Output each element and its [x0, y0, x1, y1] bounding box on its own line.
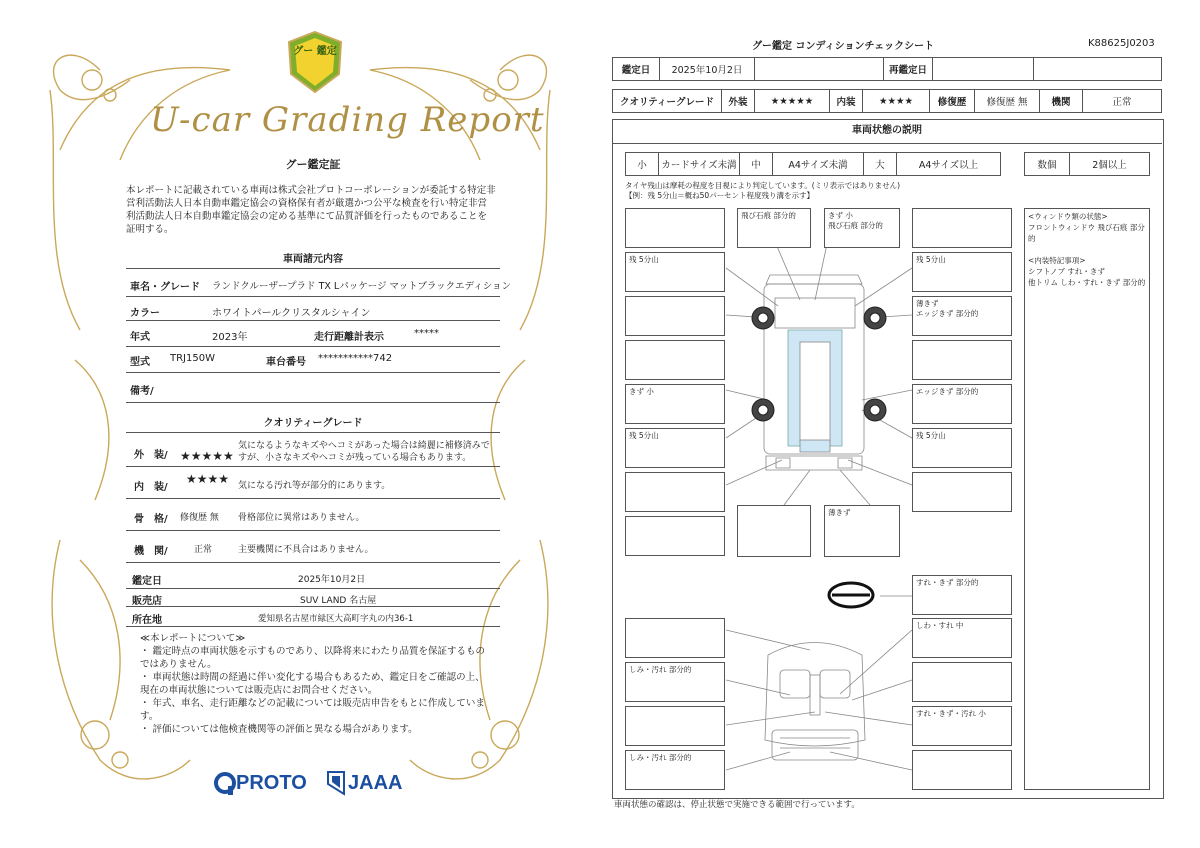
repair-value: 修復歴 無 — [975, 90, 1040, 113]
interior-label: 内 装/ — [134, 482, 168, 493]
sheet-code: K88625J0203 — [1088, 38, 1155, 49]
quality-label: クオリティーグレード — [613, 90, 722, 113]
condition-box: すれ・きず 部分的 — [912, 575, 1012, 615]
note-3: ・ 年式、車名、走行距離などの記載については販売店申告をもとに作成しています。 — [140, 698, 485, 722]
condition-box — [737, 505, 811, 557]
year-label: 年式 — [130, 332, 150, 343]
condition-box — [912, 340, 1012, 380]
year-value: 2023年 — [212, 332, 248, 343]
condition-box — [625, 516, 725, 556]
color-label: カラー — [130, 308, 160, 319]
date-label: 鑑定日 — [613, 58, 660, 81]
sheet-footer: 車両状態の確認は、停止状態で実施できる範囲で行っています。 — [614, 800, 860, 810]
certificate-intro: 本レポートに記載されている車両は株式会社プロトコーポレーションが委託する特定非営利活動法人日本自動車鑑定協会の資格保有者が厳選かつ公平な検査を行い特定非営利活動法人日本自動車鑑定協会の定める基準にて品質評価を行ったものであることを証明する。 — [126, 185, 496, 235]
shop-value: SUV LAND 名古屋 — [300, 596, 377, 606]
condition-box — [625, 340, 725, 380]
engine-label: 機 関/ — [134, 546, 168, 557]
goo-kantei-badge-icon — [285, 30, 345, 94]
date-label: 鑑定日 — [132, 576, 162, 587]
jaaa-logo-text: JAAA — [348, 772, 403, 794]
model-label: 型式 — [130, 357, 150, 368]
condition-box: 残 5分山 — [625, 428, 725, 468]
interior-stars: ★★★★ — [186, 472, 230, 486]
chassis-label: 車台番号 — [266, 357, 306, 368]
interior-stars: ★★★★ — [863, 90, 930, 113]
proto-logo-icon — [214, 772, 236, 796]
mileage-label: 走行距離計表示 — [314, 332, 384, 343]
size-small-label: 小 — [626, 153, 659, 176]
engine-label: 機関 — [1040, 90, 1083, 113]
condition-box: 薄きず — [824, 505, 900, 557]
note-1: ・ 鑑定時点の車両状態を示すものであり、以降将来にわたり品質を保証するものではありません。 — [140, 646, 486, 670]
size-large-desc: A4サイズ以上 — [897, 153, 1001, 176]
exterior-desc: 気になるようなキズやヘコミがあった場合は綺麗に補修済みですが、小さなキズやヘコミが残っている場合もあります。 — [238, 441, 490, 463]
sheet-title: グー鑑定 コンディションチェックシート — [752, 41, 935, 52]
engine-value: 正常 — [194, 545, 213, 555]
quality-heading: クオリティーグレード — [263, 418, 363, 429]
exterior-label: 外 装/ — [134, 450, 168, 461]
condition-box: しみ・汚れ 部分的 — [625, 662, 725, 702]
remarks-panel: <ウィンドウ類の状態> フロントウィンドウ 飛び石痕 部分的 <内装特記事項> シフトノブ すれ・きず 他トリム しわ・すれ・きず 部分的 — [1024, 208, 1150, 790]
repair-label: 修復歴 — [930, 90, 975, 113]
tire-note-2: 【例：残 5分山＝概ね50パーセント程度残り溝を示す】 — [625, 191, 815, 200]
condition-box — [912, 662, 1012, 702]
shop-label: 販売店 — [132, 596, 162, 607]
condition-box — [912, 208, 1012, 248]
interior-desc: 気になる汚れ等が部分的にあります。 — [238, 481, 391, 491]
condition-box: すれ・きず・汚れ 小 — [912, 706, 1012, 746]
size-small-desc: カードサイズ未満 — [659, 153, 740, 176]
condition-box — [625, 472, 725, 512]
condition-box: しわ・すれ 中 — [912, 618, 1012, 658]
note-2: ・ 車両状態は時間の経過に伴い変化する場合もあるため、鑑定日をご確認の上、現在の車両状態については販売店にお問合せください。 — [140, 672, 485, 696]
condition-box — [625, 208, 725, 248]
count-label: 数個 — [1025, 153, 1070, 176]
car-name-label: 車名・グレード — [130, 282, 200, 293]
exterior-stars: ★★★★★ — [755, 90, 830, 113]
jaaa-logo-icon — [326, 770, 346, 796]
note-4: ・ 評価については他検査機関等の評価と異なる場合があります。 — [140, 724, 418, 735]
badge-text: グー 鑑定 — [293, 46, 337, 57]
notes-heading: ≪本レポートについて≫ — [140, 633, 246, 644]
steering-wheel-icon — [829, 583, 873, 607]
address-value: 愛知県名古屋市緑区大高町字丸の内36-1 — [258, 614, 414, 624]
address-label: 所在地 — [132, 615, 162, 626]
condition-box: 薄きず エッジきず 部分的 — [912, 296, 1012, 336]
certificate-heading: グー鑑定証 — [285, 158, 341, 171]
condition-check-sheet — [600, 0, 1200, 848]
frame-label: 骨 格/ — [134, 514, 168, 525]
frame-value: 修復歴 無 — [180, 513, 219, 523]
remarks-label: 備考/ — [130, 386, 154, 397]
redate-label: 再鑑定日 — [884, 58, 933, 81]
tire-note-1: タイヤ残山は摩耗の程度を目視により判定しています。(ミリ表示ではありません) — [625, 181, 901, 190]
engine-value: 正常 — [1083, 90, 1162, 113]
color-value: ホワイトパールクリスタルシャイン — [212, 308, 371, 319]
condition-box: きず 小 — [625, 384, 725, 424]
size-medium-desc: A4サイズ未満 — [773, 153, 864, 176]
count-value: 2個以上 — [1070, 153, 1150, 176]
size-medium-label: 中 — [740, 153, 773, 176]
condition-box: しみ・汚れ 部分的 — [625, 750, 725, 790]
report-title: U-car Grading Report — [150, 100, 545, 140]
proto-logo-text: PROTO — [236, 772, 307, 794]
model-value: TRJ150W — [170, 353, 215, 364]
specs-heading: 車両諸元内容 — [283, 254, 343, 265]
interior-label: 内装 — [830, 90, 863, 113]
frame-desc: 骨格部位に異常はありません。 — [238, 513, 365, 523]
mileage-value: ***** — [414, 328, 439, 339]
condition-box — [625, 618, 725, 658]
condition-box — [625, 296, 725, 336]
condition-box: エッジきず 部分的 — [912, 384, 1012, 424]
condition-box: 残 5分山 — [912, 252, 1012, 292]
chassis-value: ***********742 — [318, 353, 393, 364]
condition-box: 残 5分山 — [625, 252, 725, 292]
exterior-label: 外装 — [722, 90, 755, 113]
engine-desc: 主要機関に不具合はありません。 — [238, 545, 374, 555]
date-value: 2025年10月2日 — [660, 58, 755, 81]
car-name-value: ランドクルーザープラド TX Lパッケージ マットブラックエディション — [212, 281, 512, 292]
condition-box — [912, 472, 1012, 512]
condition-box — [625, 706, 725, 746]
condition-heading: 車両状態の説明 — [612, 119, 1162, 144]
condition-box: 残 5分山 — [912, 428, 1012, 468]
size-large-label: 大 — [864, 153, 897, 176]
date-value: 2025年10月2日 — [298, 575, 366, 585]
condition-box: 飛び石痕 部分的 — [737, 208, 811, 248]
condition-box — [912, 750, 1012, 790]
condition-box: きず 小 飛び石痕 部分的 — [824, 208, 900, 248]
exterior-stars: ★★★★★ — [180, 449, 234, 463]
